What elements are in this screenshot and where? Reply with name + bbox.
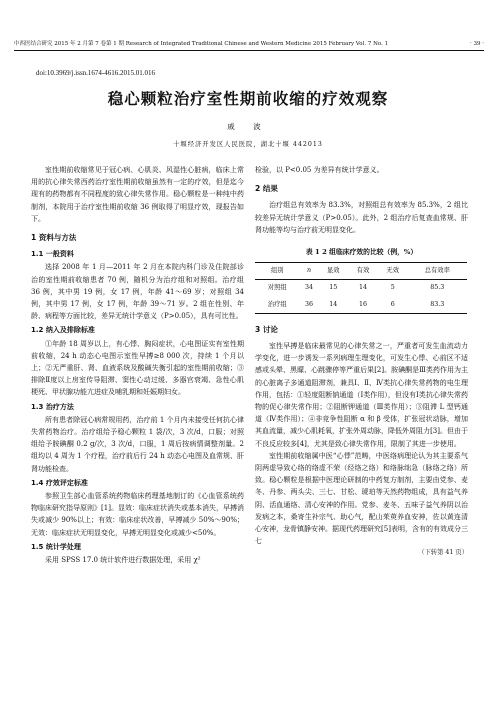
section-heading: 3 讨论 bbox=[255, 324, 278, 334]
paragraph: 室性期前收缩属中医“心悸”范畴，中医络病理论认为其主要系气阴两虚导致心络的络虚不荣（经络之络）和络脉绌急（脉络之络）所致。稳心颗粒是根据中医理论研制的中药复方制剂，主要由党参、麦冬、丹参、两头尖、三七、甘松、琥珀等天然药物组成，具有益气养阴、活血通络、清心安神的作用。党参、麦冬、五味子益气养阴以治发病之本，桑寄生补宗气、助心气，配山茱萸养血安神，佐以黄连清心安神，龙骨镇静安神。据现代药理研究[5]表明，含有的有效成分三七 bbox=[255, 451, 468, 546]
paragraph: 室性早搏是临床最常见的心律失常之一，严重者可发生血流动力学变化，进一步诱发一系列病理生理变化，可发生心悸、心前区不适感或头晕、黑矇、心跳骤停等严重后果[2]。胺碘酮是Ⅲ类药作用为主的心脏离子多通道阻滞剂，兼具Ⅰ、Ⅱ、Ⅳ类抗心律失常药物的电生理作用，包括：①轻度阻断钠通道（Ⅰ类作用），但没有Ⅰ类抗心律失常药物的促心律失常作用；②阻断钾通道（Ⅲ类作用）；③阻滞 L 型钙通道（Ⅳ类作用）；④非竞争性阻断 α 和 β 受体，扩张冠状动脉，增加其血流量，减少心肌耗氧，扩张外周动脉，降低外周阻力[3]。但由于不良反应较多[4]，尤其是致心律失常作用，限制了其进一步使用。 bbox=[255, 342, 468, 448]
subsection-heading: 1.2 纳入及排除标准 bbox=[31, 326, 95, 335]
running-header bbox=[14, 40, 484, 48]
subsection-heading: 1.5 统计学处理 bbox=[31, 542, 81, 551]
column-header: 组别 bbox=[255, 263, 300, 280]
table-header-row bbox=[255, 263, 467, 280]
table-cell: 16 bbox=[348, 297, 378, 314]
table-cell: 对照组 bbox=[267, 284, 287, 292]
paragraph: 选择 2008 年 1 月—2011 年 2 月在本院内科门诊及住院部诊治的室性期前收缩患者 70 例，随机分为治疗组和对照组。治疗组 36 例，其中男 19 例，女 17 例，年龄 41～69 岁；对照组 34 例，其中男 17 例，女 17 例，年龄 39～71 岁。2 组在性别、年龄、病程等方面比较，差异无统计学意义（P>0.05），具有可比性。 bbox=[31, 263, 244, 321]
table-cell: 5 bbox=[390, 284, 395, 292]
table-row bbox=[255, 297, 467, 314]
column-header: 有效 bbox=[348, 263, 378, 280]
subsection-heading: 1.1 一般资料 bbox=[31, 250, 74, 259]
table-row bbox=[255, 280, 467, 297]
column-header: 显效 bbox=[318, 263, 348, 280]
paragraph: ①年龄 18 周岁以上，有心悸、胸闷症状，心电图证实有室性期前收缩，24 h 动态心电图示室性早搏≥8 000 次，持续 1 个月以上；②无严重肝、肾、血液系统及酸碱失衡引起的室性期前收缩；③排除Ⅱ度以上房室传导阻滞、窦性心动过缓、多器官衰竭、急性心肌梗死、甲状腺功能亢进症及哺乳期和妊娠期妇女。 bbox=[31, 339, 244, 397]
continued-note: （下转第 41 页） bbox=[418, 549, 468, 557]
doi: doi:10.3969/j.issn.1674-4616.2015.01.016 bbox=[36, 69, 156, 77]
right-column bbox=[255, 164, 468, 560]
table-caption: 表 1 2 组临床疗效的比较（例，%） bbox=[305, 248, 418, 257]
page-number: · 39 · bbox=[470, 41, 484, 47]
subsection-heading: 1.4 疗效评定标准 bbox=[31, 478, 88, 487]
table-cell: 83.3 bbox=[408, 297, 467, 314]
table-cell: 15 bbox=[329, 284, 338, 292]
section-heading: 1 资料与方法 bbox=[31, 233, 77, 243]
intro-paragraph: 室性期前收缩常见于冠心病、心肌炎、风湿性心脏病，临床上常用的抗心律失常西药治疗室性期前收缩虽然有一定的疗效，但是迄今现有的药物都有不同程度的致心律失常作用。稳心颗粒是一种纯中药制剂，本院用于治疗室性期前收缩 36 例取得了明显疗效，现报告如下。 bbox=[31, 166, 244, 223]
subsection-heading: 1.3 治疗方法 bbox=[31, 402, 74, 411]
table-cell: 34 bbox=[304, 284, 313, 292]
article-title: 稳心颗粒治疗室性期前收缩的疗效观察 bbox=[107, 89, 389, 108]
paragraph: 检验，以 P<0.05 为差异有统计学意义。 bbox=[255, 166, 384, 174]
table-cell: 治疗组 bbox=[255, 297, 300, 314]
left-column bbox=[31, 164, 244, 566]
paragraph: 所有患者除冠心病常规用药，治疗前 1 个月内未接受任何抗心律失常药物治疗。治疗组给予稳心颗粒 1 袋/次，3 次/d，口服；对照组给予胺碘酮 0.2 g/次，3 次/d，口服，1 周后按病情调整剂量。2 组均以 4 周为 1 个疗程，治疗前后行 24 h 动态心电图及血常规、肝肾功能检查。 bbox=[31, 415, 244, 473]
column-header: 总有效率 bbox=[408, 263, 467, 280]
header-rule bbox=[14, 50, 484, 51]
journal-info: 中西医结合研究 2015 年 2 月第 7 卷第 1 期 Research of Integrated Traditional Chinese and Western Medicine 2015 February Vol. 7 No. 1 bbox=[14, 41, 389, 47]
paragraph: 治疗组总有效率为 83.3%，对照组总有效率为 85.3%，2 组比较差异无统计学意义（P>0.05）。此外，2 组治疗后复查血常规、肝肾功能等均与治疗前无明显变化。 bbox=[255, 201, 468, 234]
section-heading: 2 结果 bbox=[255, 184, 278, 194]
paragraph: 采用 SPSS 17.0 统计软件进行数据处理，采用 χ² bbox=[45, 556, 201, 565]
author: 戚 波 bbox=[227, 122, 269, 131]
affiliation: 十堰经济开发区人民医院，湖北十堰 442013 bbox=[173, 141, 323, 148]
table-cell: 14 bbox=[359, 284, 368, 292]
paragraph: 参照卫生部心血管系统药物临床药理基地制订的《心血管系统药物临床研究指导原则》[1]。显效：临床症状消失或基本消失，早搏消失或减少 90%以上；有效：临床症状改善，早搏减少 50%～90%；无效：临床症状无明显变化，早搏无明显变化或减少<50%。 bbox=[31, 492, 244, 537]
column-header: n bbox=[300, 263, 319, 280]
table-cell: 6 bbox=[378, 297, 408, 314]
column-header: 无效 bbox=[378, 263, 408, 280]
table-cell: 85.3 bbox=[430, 284, 445, 292]
table-cell: 14 bbox=[318, 297, 348, 314]
table-cell: 36 bbox=[300, 297, 319, 314]
efficacy-table bbox=[255, 262, 467, 314]
